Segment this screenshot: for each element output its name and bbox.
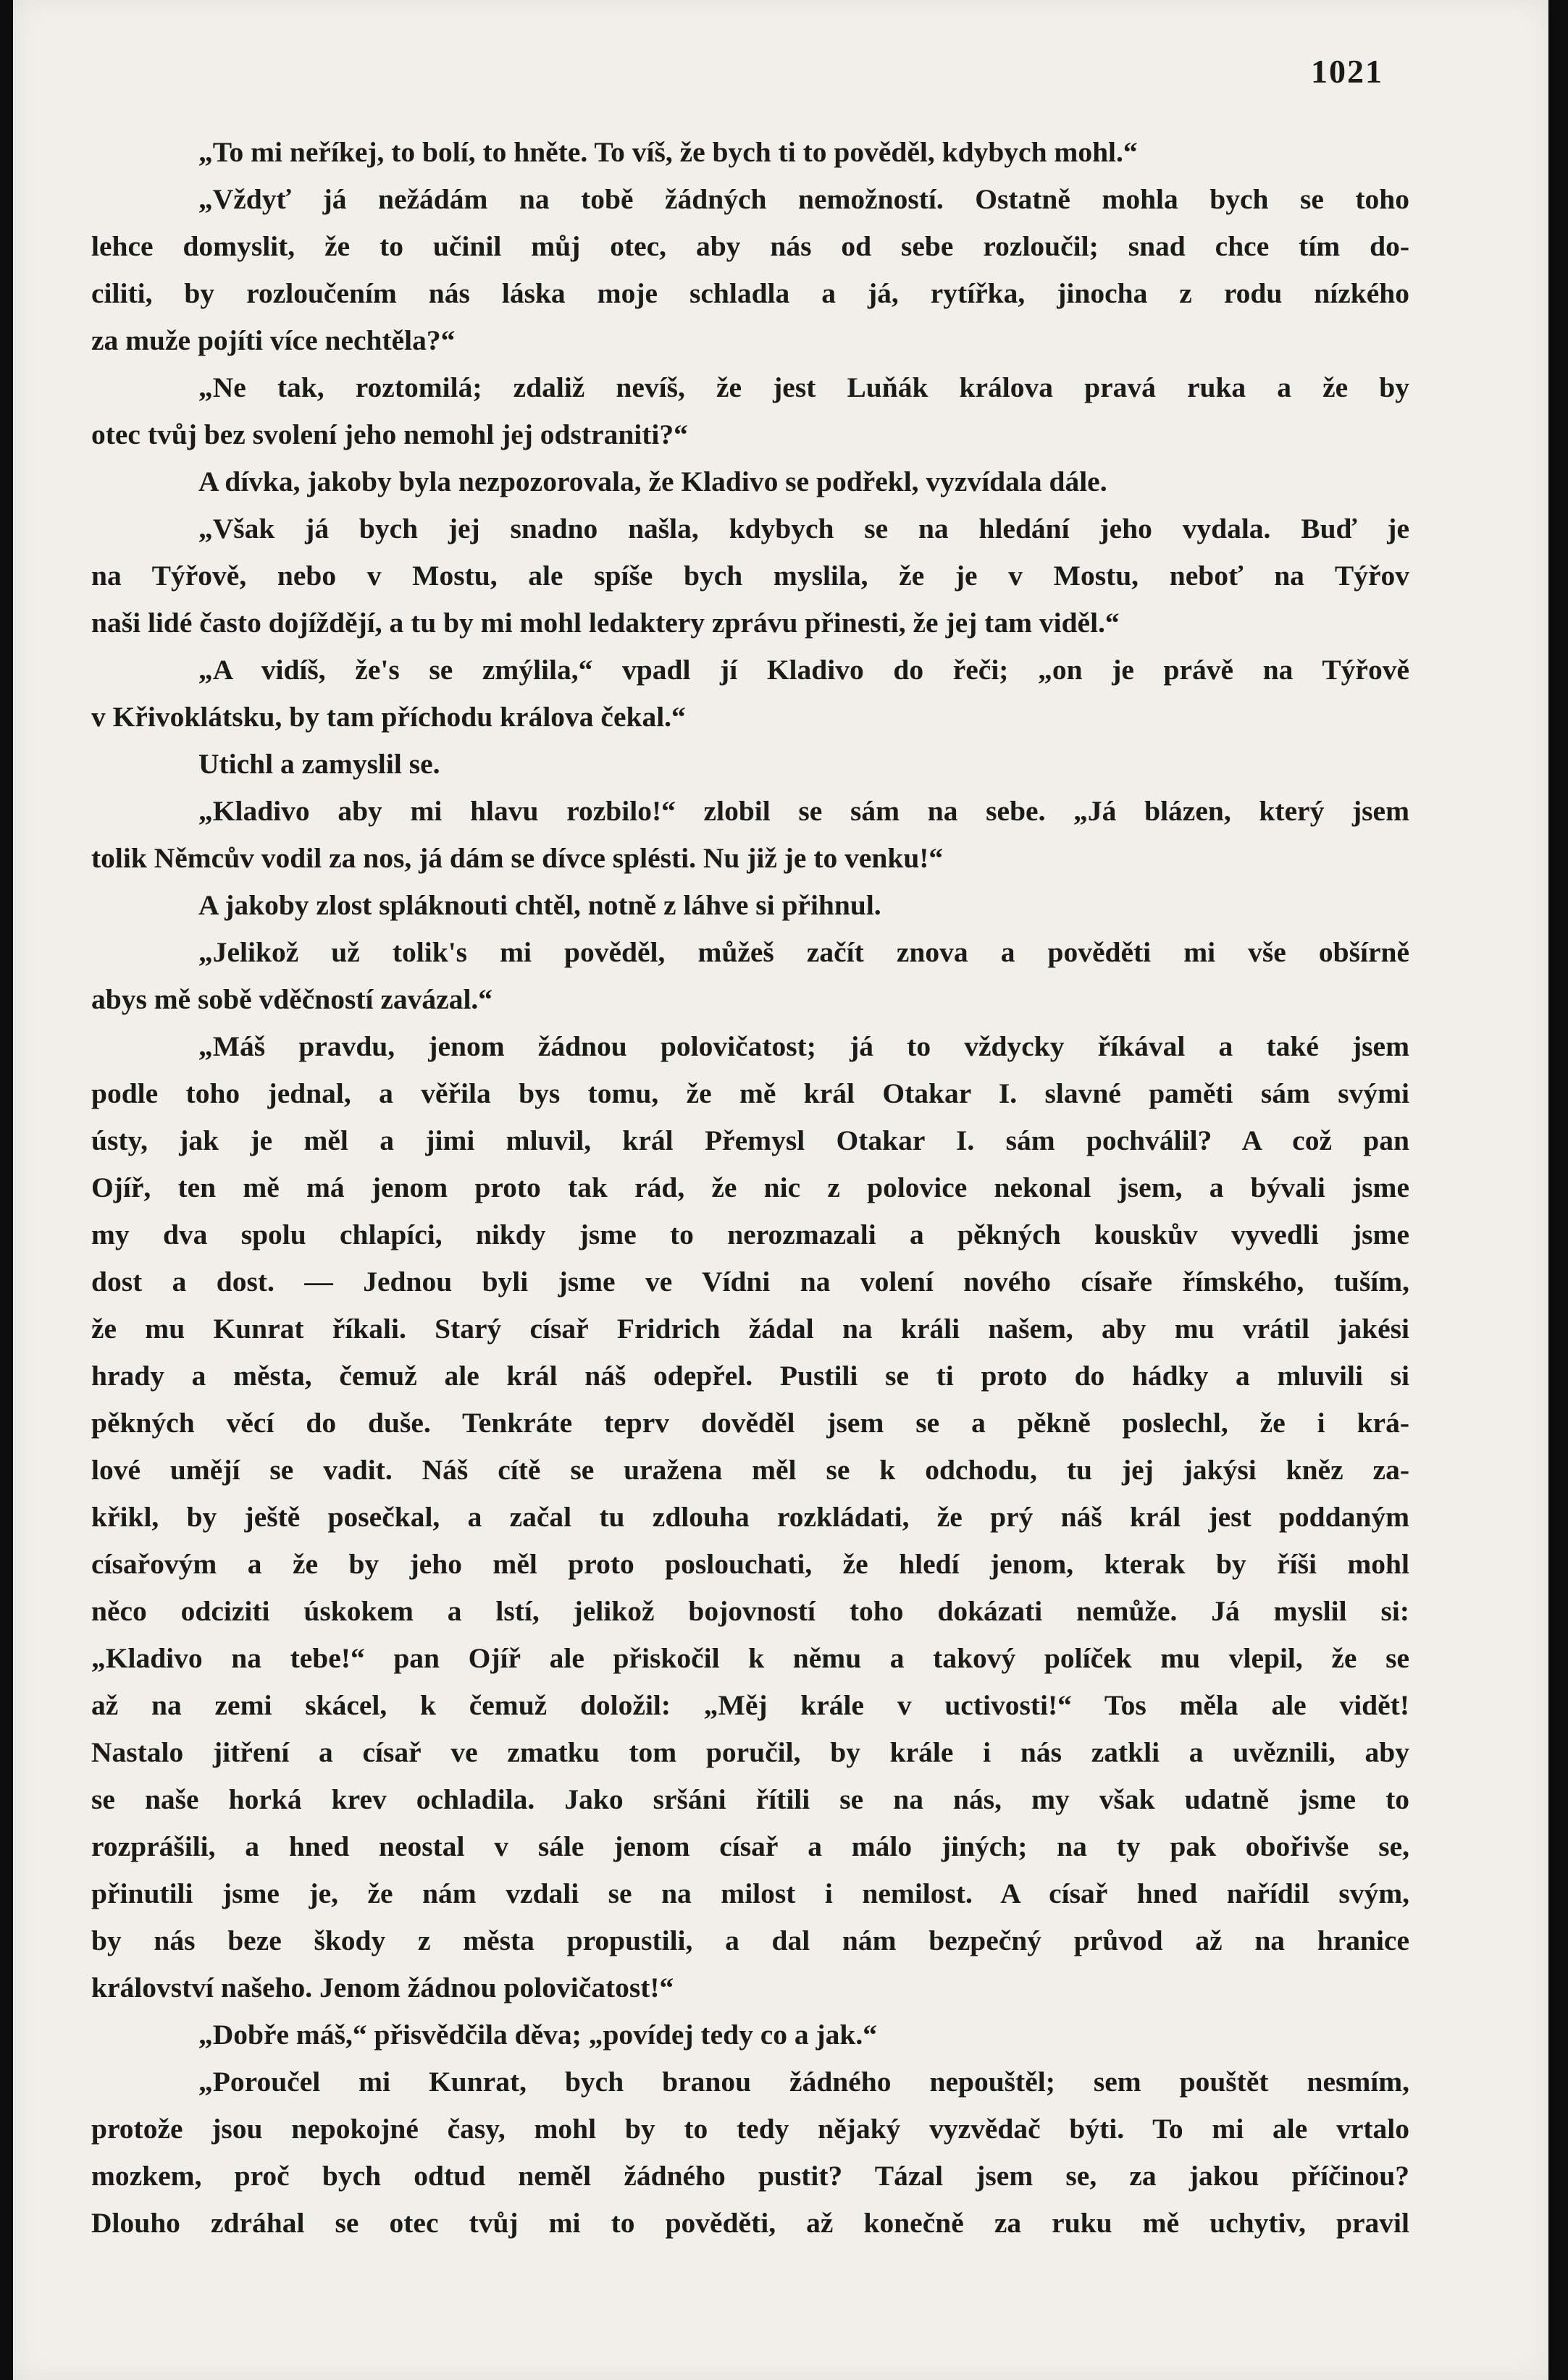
text-line: za muže pojíti více nechtěla?“ xyxy=(91,324,456,356)
text-line: „Kladivo na tebe!“ pan Ojíř ale přiskočil k němu a takový políček mu vlepil, že se xyxy=(91,1642,1409,1674)
text-line: naši lidé často dojíždějí, a tu by mi mohl ledaktery zprávu přinesti, že jej tam viděl.“ xyxy=(91,607,1120,639)
text-line: v Křivoklátsku, by tam příchodu králova čekal.“ xyxy=(91,701,686,733)
book-page xyxy=(13,0,1548,2380)
text-line: A jakoby zlost spláknouti chtěl, notně z láhve si přihnul. xyxy=(198,889,881,921)
text-line: protože jsou nepokojné časy, mohl by to tedy nějaký vyzvědač býti. To mi ale vrtalo xyxy=(91,2113,1409,2145)
text-line: Nastalo jitření a císař ve zmatku tom poručil, by krále i nás zatkli a uvěznili, aby xyxy=(91,1736,1409,1768)
text-line: království našeho. Jenom žádnou polovičatost!“ xyxy=(91,1972,674,2003)
text-line: něco odciziti úskokem a lstí, jelikož bojovností toho dokázati nemůže. Já myslil si: xyxy=(91,1595,1409,1627)
text-line: křikl, by ještě posečkal, a začal tu zdlouha rozkládati, že prý náš král jest poddaným xyxy=(91,1501,1409,1533)
text-line: císařovým a že by jeho měl proto poslouchati, že hledí jenom, kterak by říši mohl xyxy=(91,1548,1409,1580)
text-line: „A vidíš, že's se zmýlila,“ vpadl jí Kladivo do řeči; „on je právě na Týřově xyxy=(198,654,1409,686)
text-line: mozkem, proč bych odtud neměl žádného pustit? Tázal jsem se, za jakou příčinou? xyxy=(91,2160,1409,2192)
text-line: my dva spolu chlapíci, nikdy jsme to nerozmazali a pěkných kouskův vyvedli jsme xyxy=(91,1219,1409,1250)
text-line: otec tvůj bez svolení jeho nemohl jej odstraniti?“ xyxy=(91,419,688,450)
text-line: „Kladivo aby mi hlavu rozbilo!“ zlobil se sám na sebe. „Já blázen, který jsem xyxy=(198,795,1409,827)
text-line: lové umějí se vadit. Náš cítě se uražena měl se k odchodu, tu jej jakýsi kněz za- xyxy=(91,1454,1409,1486)
text-line: přinutili jsme je, že nám vzdali se na milost i nemilost. A císař hned nařídil svým, xyxy=(91,1877,1409,1909)
text-line: že mu Kunrat říkali. Starý císař Fridrich žádal na králi našem, aby mu vrátil jakési xyxy=(91,1313,1409,1345)
text-line: abys mě sobě vděčností zavázal.“ xyxy=(91,983,493,1015)
text-line: „Máš pravdu, jenom žádnou polovičatost; já to vždycky říkával a také jsem xyxy=(198,1030,1409,1062)
text-line: tolik Němcův vodil za nos, já dám se dívce splésti. Nu již je to venku!“ xyxy=(91,842,944,874)
text-line: dost a dost. — Jednou byli jsme ve Vídni na volení nového císaře římského, tuším, xyxy=(91,1266,1409,1298)
text-line: podle toho jednal, a věřila bys tomu, že mě král Otakar I. slavné paměti sám svými xyxy=(91,1077,1409,1109)
text-line: na Týřově, nebo v Mostu, ale spíše bych myslila, že je v Mostu, neboť na Týřov xyxy=(91,560,1409,592)
body-text xyxy=(91,129,1409,2247)
text-line: hrady a města, čemuž ale král náš odepřel. Pustili se ti proto do hádky a mluvili si xyxy=(91,1360,1409,1392)
text-line: Ojíř, ten mě má jenom proto tak rád, že nic z polovice nekonal jsem, a bývali jsme xyxy=(91,1172,1409,1203)
text-line: „Jelikož už tolik's mi pověděl, můžeš začít znova a pověděti mi vše obšírně xyxy=(198,936,1409,968)
text-line: ciliti, by rozloučením nás láska moje schladla a já, rytířka, jinocha z rodu nízkého xyxy=(91,277,1409,309)
text-line: by nás beze škody z města propustili, a dal nám bezpečný průvod až na hranice xyxy=(91,1925,1409,1956)
text-line: „To mi neříkej, to bolí, to hněte. To víš, že bych ti to pověděl, kdybych mohl.“ xyxy=(198,136,1138,168)
text-line: až na zemi skácel, k čemuž doložil: „Měj krále v uctivosti!“ Tos měla ale vidět! xyxy=(91,1689,1409,1721)
text-line: pěkných věcí do duše. Tenkráte teprv dověděl jsem se a pěkně poslechl, že i krá- xyxy=(91,1407,1409,1439)
text-line: „Ne tak, roztomilá; zdaliž nevíš, že jest Luňák králova pravá ruka a že by xyxy=(198,371,1409,403)
page-number: 1021 xyxy=(1311,53,1383,90)
text-line: lehce domyslit, že to učinil můj otec, aby nás od sebe rozloučil; snad chce tím do- xyxy=(91,230,1409,262)
text-line: Utichl a zamyslil se. xyxy=(198,748,440,780)
text-line: A dívka, jakoby byla nezpozorovala, že Kladivo se podřekl, vyzvídala dále. xyxy=(198,466,1107,497)
text-line: „Vždyť já nežádám na tobě žádných nemožností. Ostatně mohla bych se toho xyxy=(198,183,1409,215)
text-line: ústy, jak je měl a jimi mluvil, král Přemysl Otakar I. sám pochválil? A což pan xyxy=(91,1124,1409,1156)
text-line: „Dobře máš,“ přisvědčila děva; „povídej tedy co a jak.“ xyxy=(198,2019,877,2051)
text-line: „Poroučel mi Kunrat, bych branou žádného nepouštěl; sem pouštět nesmím, xyxy=(198,2066,1409,2098)
text-line: rozprášili, a hned neostal v sále jenom císař a málo jiných; na ty pak obořivše se, xyxy=(91,1830,1409,1862)
text-line: Dlouho zdráhal se otec tvůj mi to pověděti, až konečně za ruku mě uchytiv, pravil xyxy=(91,2207,1409,2239)
text-line: se naše horká krev ochladila. Jako sršáni řítili se na nás, my však udatně jsme to xyxy=(91,1783,1409,1815)
text-line: „Však já bych jej snadno našla, kdybych se na hledání jeho vydala. Buď je xyxy=(198,513,1409,544)
